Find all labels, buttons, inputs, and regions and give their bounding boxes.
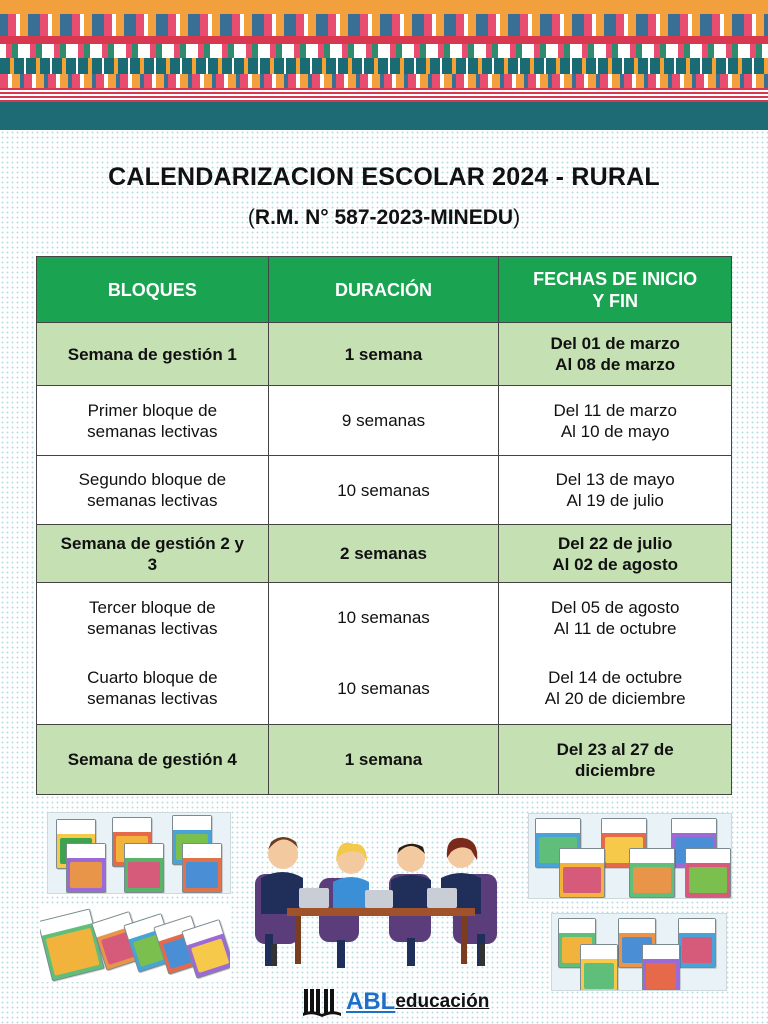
meeting-illustration: [241, 814, 513, 984]
cell-bloque: Segundo bloque de semanas lectivas: [37, 456, 269, 525]
cell-duracion: 1 semana: [268, 323, 499, 386]
cell-fechas: Del 11 de marzo Al 10 de mayo: [499, 386, 732, 456]
resolution-code: R.M. N° 587-2023-MINEDU: [254, 206, 514, 229]
cell-duracion: 9 semanas: [268, 386, 499, 456]
open-book-icon: [302, 987, 342, 1017]
table-header-row: [37, 257, 732, 323]
matematica-books-image: [40, 906, 230, 982]
ciencia-tecnologia-books-image: [528, 813, 732, 899]
cell-duracion: 10 semanas: [268, 456, 499, 525]
logo-abl: ABL: [346, 988, 396, 1015]
cell-duracion: 1 semana: [268, 725, 499, 795]
comunicacion-books-image: [47, 812, 231, 894]
cell-bloque: Cuarto bloque de semanas lectivas: [37, 653, 269, 725]
cell-duracion: 10 semanas: [268, 653, 499, 725]
cell-bloque: Tercer bloque de semanas lectivas: [37, 583, 269, 653]
cell-duracion: 2 semanas: [268, 525, 499, 583]
cell-fechas: Del 01 de marzo Al 08 de marzo: [499, 323, 732, 386]
table-row: [37, 386, 732, 456]
table-row: [37, 323, 732, 386]
page-subtitle: (R.M. N° 587-2023-MINEDU): [247, 206, 521, 229]
cell-bloque: Semana de gestión 1: [37, 323, 269, 386]
cell-duracion: 10 semanas: [268, 583, 499, 653]
decorative-top-border: [0, 0, 768, 130]
abl-educacion-logo: [302, 985, 489, 1019]
personal-social-books-image: [551, 913, 727, 991]
table-row: [37, 456, 732, 525]
cell-bloque: Semana de gestión 2 y 3: [37, 525, 269, 583]
table-row: [37, 653, 732, 725]
cell-bloque: Semana de gestión 4: [37, 725, 269, 795]
logo-educacion: educación: [395, 991, 490, 1012]
cell-fechas: Del 13 de mayo Al 19 de julio: [499, 456, 732, 525]
table-row: [37, 725, 732, 795]
calendar-table: [36, 256, 732, 795]
table-row: [37, 525, 732, 583]
page-title: CALENDARIZACION ESCOLAR 2024 - RURAL: [108, 163, 660, 191]
cell-fechas: Del 23 al 27 de diciembre: [499, 725, 732, 795]
cell-fechas: Del 14 de octubre Al 20 de diciembre: [499, 653, 732, 725]
column-header-duracion: DURACIÓN: [268, 257, 499, 323]
cell-bloque: Primer bloque de semanas lectivas: [37, 386, 269, 456]
cell-fechas: Del 05 de agosto Al 11 de octubre: [499, 583, 732, 653]
column-header-bloques: BLOQUES: [37, 257, 269, 323]
table-row: [37, 583, 732, 653]
column-header-fechas: FECHAS DE INICIO Y FIN: [499, 257, 732, 323]
cell-fechas: Del 22 de julio Al 02 de agosto: [499, 525, 732, 583]
